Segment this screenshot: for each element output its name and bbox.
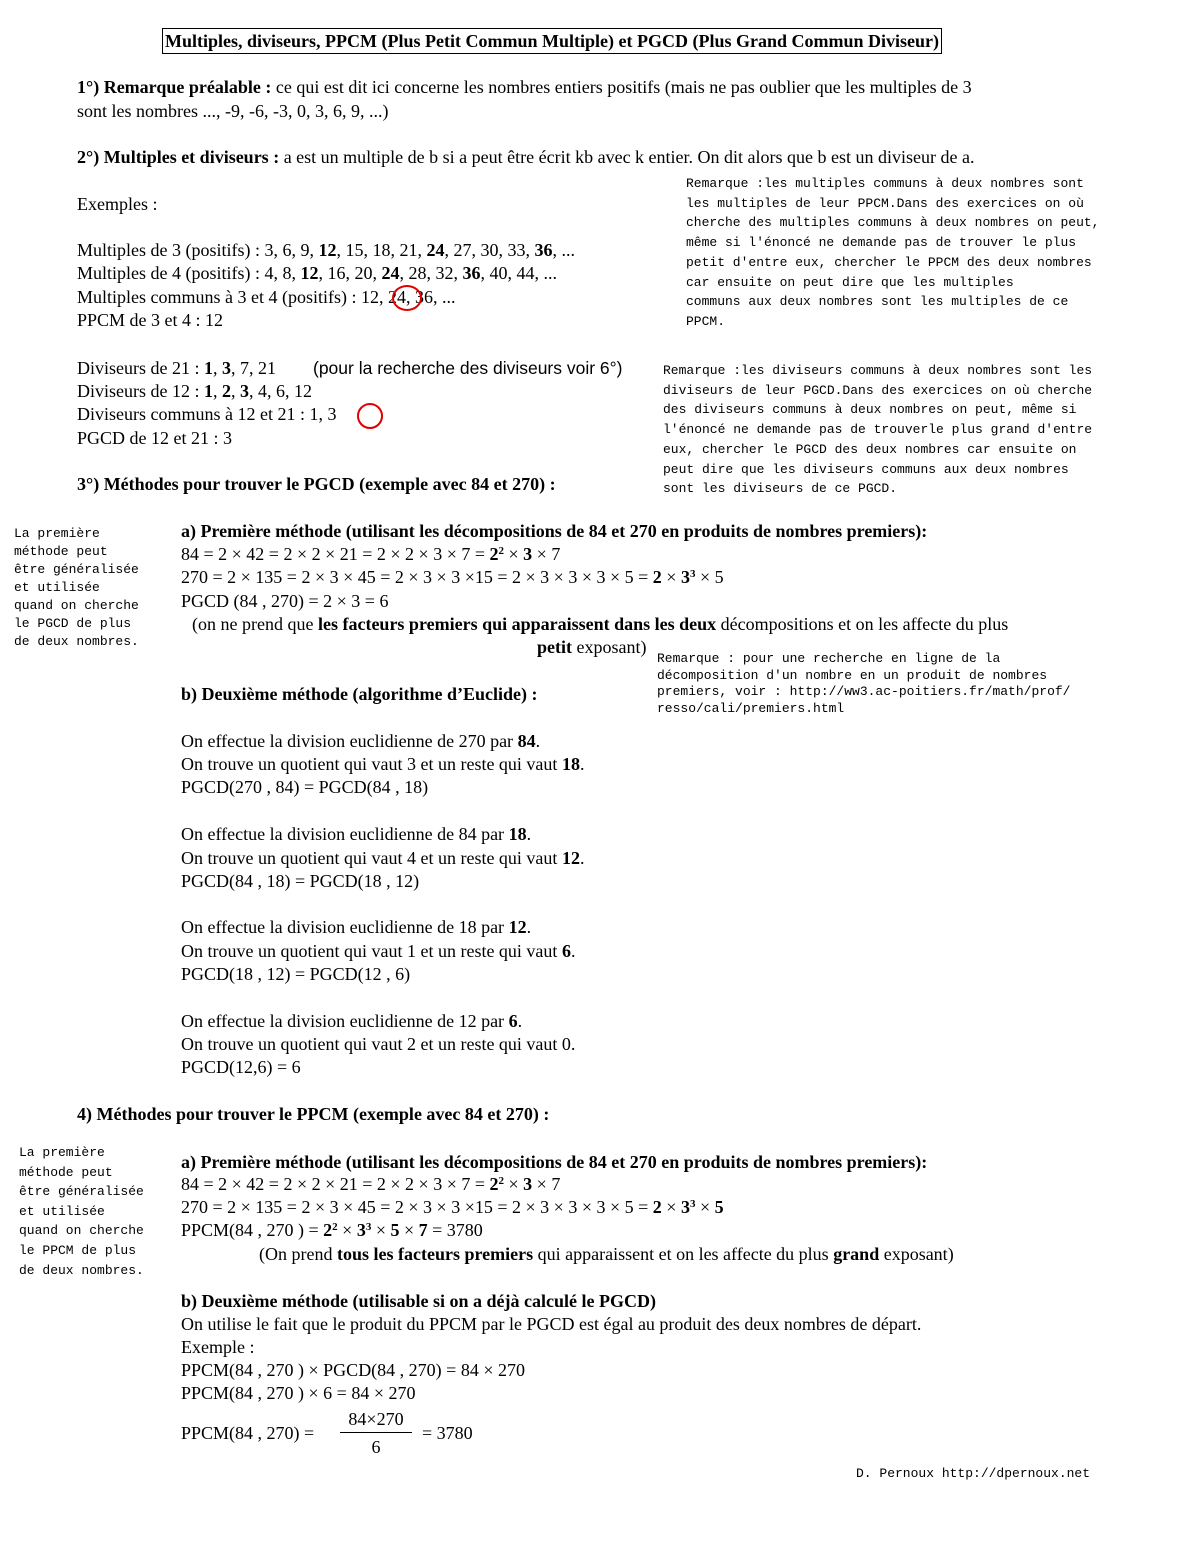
s4-note-mid: qui apparaissent et on les affecte du plus	[533, 1244, 834, 1264]
circle-3-annotation	[357, 403, 383, 429]
note1-post: décompositions et on les affecte du plus	[716, 614, 1009, 634]
s4-b-line5-post: = 3780	[422, 1423, 473, 1443]
step1-line3: PGCD(270 , 84) = PGCD(84 , 18)	[181, 777, 429, 797]
multiples-3: Multiples de 3 (positifs) : 3, 6, 9, 12, 15, 18, 21, 24, 27, 30, 33, 36, ...	[77, 240, 575, 260]
multiples-4: Multiples de 4 (positifs) : 4, 8, 12, 16, 20, 24, 28, 32, 36, 40, 44, ...	[77, 263, 557, 283]
diviseurs-communs	[77, 403, 336, 426]
remark-pgcd: Remarque :les diviseurs communs à deux nombres sont les diviseurs de leur PGCD.Dans des exercices on où cherche des diviseurs communs à deux nombres on peut, même si l'énoncé ne demande pas de trouverle plus grand d'entre eux, chercher le PGCD des deux nombres car ensuite on peut dire que les diviseurs communs aux deux nombres sont les diviseurs de ce PGCD.	[663, 363, 1093, 497]
step3-line2: On trouve un quotient qui vaut 1 et un reste qui vaut 6.	[181, 941, 576, 961]
s4-note-post: exposant)	[879, 1244, 954, 1264]
s4-a-line2: $270 = 2 \times 135 = 2 \times 3 \times 45 = 2 \times 3 \times 3 \times 15 = 2 \times 3 \times 3 \times 3 \times 5 = 2 \times 3^3 \times 5$	[181, 1197, 724, 1217]
s2-exemples: Exemples :	[77, 194, 158, 214]
s4-note-bold2: grand	[833, 1244, 880, 1264]
s4-heading: 4) Méthodes pour trouver le PPCM (exemple avec 84 et 270) :	[77, 1104, 550, 1124]
s4-b-line1: On utilise le fait que le produit du PPCM par le PGCD est égal au produit des deux nombres de départ.	[181, 1314, 922, 1334]
s4-b-line4: PPCM(84 , 270 ) × 6 = 84 × 270	[181, 1383, 416, 1403]
s4-side-note: La première méthode peut être généralisée et utilisée quand on cherche le PPCM de plus de deux nombres.	[19, 1145, 144, 1278]
s4-note-bold: tous les facteurs premiers	[336, 1244, 534, 1264]
note1-bold: les facteurs premiers qui apparaissent dans les deux	[317, 614, 717, 634]
s4-a-line3: PPCM(84 , 270 ) = $2^2 \times 3^3 \times 5 \times 7 = 3780$	[181, 1220, 483, 1240]
s3-heading: 3°) Méthodes pour trouver le PGCD (exemple avec 84 et 270) :	[77, 474, 556, 494]
step2-line1: On effectue la division euclidienne de 84 par 18.	[181, 824, 532, 844]
step2-line2: On trouve un quotient qui vaut 4 et un reste qui vaut 12.	[181, 848, 585, 868]
note2-post: exposant)	[572, 637, 647, 657]
mc-12: 12	[360, 287, 379, 307]
s3-b-heading: b) Deuxième méthode (algorithme d’Euclide) :	[181, 684, 538, 704]
mc-rest: , 24, 36, ...	[378, 287, 456, 307]
s3-side-note: La première méthode peut être généralisée et utilisée quand on cherche le PGCD de plus de deux nombres.	[14, 526, 139, 649]
s4-b-heading: b) Deuxième méthode (utilisable si on a déjà calculé le PGCD)	[181, 1291, 656, 1311]
s4-b-line3: PPCM(84 , 270 ) × PGCD(84 , 270) = 84 × 270	[181, 1360, 525, 1380]
s4-a-note	[259, 1243, 954, 1266]
s4-b-line2: Exemple :	[181, 1337, 255, 1357]
remark-ppcm: Remarque :les multiples communs à deux nombres sont les multiples de leur PPCM.Dans des exercices on où cherche des multiples communs à deux nombres on peut, même si l'énoncé ne demande pas de trouver le plus petit d'entre eux, chercher le PPCM des deux nombres car ensuite on peut dire que les multiples communs aux deux nombres sont les multiples de ce PPCM.	[686, 176, 1100, 329]
step4-line3: PGCD(12,6) = 6	[181, 1057, 301, 1077]
step4-line2: On trouve un quotient qui vaut 2 et un reste qui vaut 0.	[181, 1034, 576, 1054]
step3-line3: PGCD(18 , 12) = PGCD(12 , 6)	[181, 964, 411, 984]
fraction-bar	[340, 1432, 412, 1433]
step1-line1: On effectue la division euclidienne de 270 par 84.	[181, 731, 541, 751]
remark-link: Remarque : pour une recherche en ligne de la décomposition d'un nombre en un produit de nombres premiers, voir : http://ww3.ac-poitiers.fr/math/prof/ resso/cali/premiers.html	[657, 651, 1071, 716]
fraction-numerator: 84×270	[348, 1409, 404, 1429]
s2-text: a est un multiple de b si a peut être écrit kb avec k entier. On dit alors que b est un diviseur de a.	[279, 147, 975, 167]
diviseurs-21: Diviseurs de 21 : 1, 3, 7, 21	[77, 358, 276, 378]
s4-a-heading: a) Première méthode (utilisant les décompositions de 84 et 270 en produits de nombres premiers):	[181, 1152, 928, 1172]
s4-a-line1: $84 = 2 \times 42 = 2 \times 2 \times 21 = 2 \times 2 \times 3 \times 7 = 2^2 \times 3 \times 7$	[181, 1174, 561, 1194]
s3-a-note2	[537, 636, 646, 659]
fraction-denominator: 6	[371, 1437, 381, 1457]
footer-author: D. Pernoux http://dpernoux.net	[856, 1466, 1091, 1481]
s3-a-line1: $84 = 2 \times 42 = 2 \times 2 \times 21 = 2 \times 2 \times 3 \times 7 = 2^2 \times 3 \times 7$	[181, 544, 561, 564]
step3-line1: On effectue la division euclidienne de 18 par 12.	[181, 917, 532, 937]
note1-pre: (on ne prend que	[192, 614, 318, 634]
s2-line1	[77, 146, 974, 169]
s3-a-line3: PGCD (84 , 270) = 2 × 3 = 6	[181, 591, 389, 611]
s2-heading: 2°) Multiples et diviseurs :	[77, 147, 280, 167]
s3-a-line2: $270 = 2 \times 135 = 2 \times 3 \times 45 = 2 \times 3 \times 3 \times 15 = 2 \times 3 \times 3 \times 3 \times 5 = 2 \times 3^3 \times 5$	[181, 567, 724, 587]
mc-label: Multiples communs à 3 et 4 (positifs) :	[77, 287, 361, 307]
dc-label: Diviseurs communs à 12 et 21 : 1,	[77, 404, 328, 424]
s1-text1: ce qui est dit ici concerne les nombres entiers positifs (mais ne pas oublier que les multiples de 3	[271, 77, 972, 97]
diviseurs-12: Diviseurs de 12 : 1, 2, 3, 4, 6, 12	[77, 381, 312, 401]
note2-bold: petit	[537, 637, 572, 657]
pgcd-12-21: PGCD de 12 et 21 : 3	[77, 428, 232, 448]
s1-heading: 1°) Remarque préalable :	[77, 77, 272, 97]
diviseurs-note: (pour la recherche des diviseurs voir 6°)	[313, 358, 623, 378]
step4-line1: On effectue la division euclidienne de 12 par 6.	[181, 1011, 523, 1031]
step1-line2: On trouve un quotient qui vaut 3 et un reste qui vaut 18.	[181, 754, 585, 774]
dc-3: 3	[327, 404, 337, 424]
page-title: Multiples, diviseurs, PPCM (Plus Petit Commun Multiple) et PGCD (Plus Grand Commun Diviseur)	[162, 28, 942, 54]
ppcm-3-4: PPCM de 3 et 4 : 12	[77, 310, 224, 330]
s1-line1	[77, 76, 972, 99]
s3-a-heading: a) Première méthode (utilisant les décompositions de 84 et 270 en produits de nombres premiers):	[181, 521, 928, 541]
s3-a-note1	[192, 613, 1008, 636]
circle-12-annotation	[392, 285, 422, 311]
s4-note-pre: (On prend	[259, 1244, 337, 1264]
s4-b-line5-pre: PPCM(84 , 270) =	[181, 1423, 315, 1443]
step2-line3: PGCD(84 , 18) = PGCD(18 , 12)	[181, 871, 420, 891]
s1-line2: sont les nombres ..., -9, -6, -3, 0, 3, 6, 9, ...)	[77, 101, 389, 121]
